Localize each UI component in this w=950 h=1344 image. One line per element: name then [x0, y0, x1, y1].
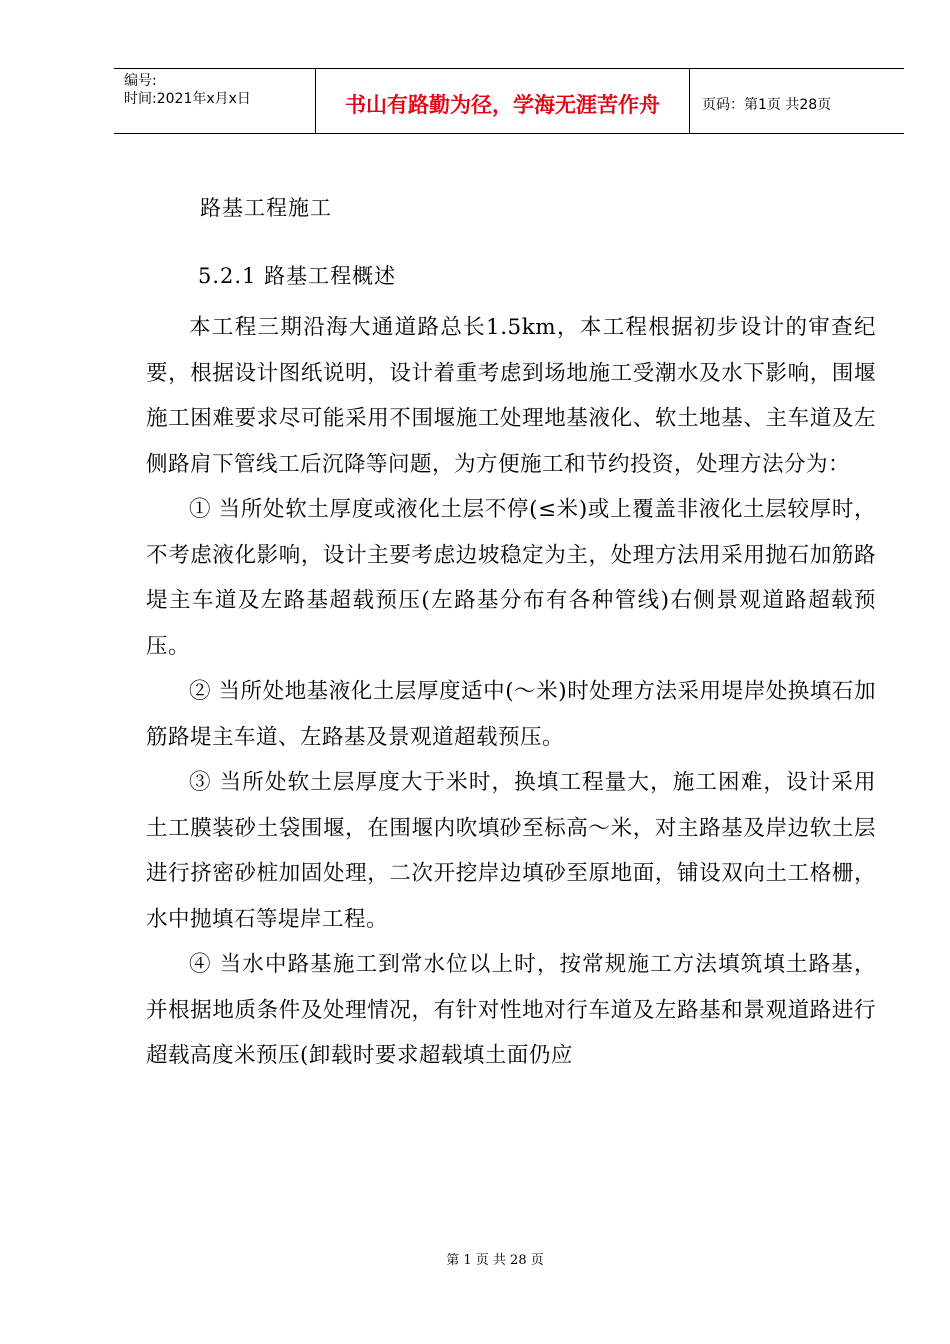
document-body: [146, 305, 876, 1079]
body-paragraph: ① 当所处软土厚度或液化土层不停(≤米)或上覆盖非液化土层较厚时，不考虑液化影响，设计主要考虑边坡稳定为主，处理方法用采用抛石加筋路堤主车道及左路基超载预压(左路基分布有各种管线)右侧景观道路超载预压。: [146, 497, 876, 659]
page-footer: 第 1 页 共 28 页: [446, 1253, 544, 1268]
page-header: [114, 68, 904, 134]
header-page-info: 页码：第1页 共28页: [702, 97, 832, 113]
body-paragraph: 本工程三期沿海大通道路总长1.5km，本工程根据初步设计的审查纪要，根据设计图纸说明，设计着重考虑到场地施工受潮水及水下影响，围堰施工困难要求尽可能采用不围堰施工处理地基液化、软土地基、主车道及左侧路肩下管线工后沉降等问题，为方便施工和节约投资，处理方法分为：: [146, 315, 876, 477]
document-time-label: 时间:2021年x月x日: [124, 91, 251, 107]
document-number-label: 编号:: [124, 73, 157, 89]
header-motto: 书山有路勤为径，学海无涯苦作舟: [316, 69, 690, 133]
document-title: 路基工程施工: [200, 196, 332, 220]
body-paragraph: ② 当所处地基液化土层厚度适中(～米)时处理方法采用堤岸处换填石加筋路堤主车道、左路基及景观道超载预压。: [146, 679, 876, 750]
header-meta-cell: [114, 69, 316, 133]
section-heading: 5.2.1 路基工程概述: [198, 264, 397, 288]
body-paragraph: ④ 当水中路基施工到常水位以上时，按常规施工方法填筑填土路基，并根据地质条件及处理情况，有针对性地对行车道及左路基和景观道路进行超载高度米预压(卸载时要求超载填土面仍应: [146, 952, 876, 1068]
body-paragraph: ③ 当所处软土层厚度大于米时，换填工程量大，施工困难，设计采用土工膜装砂土袋围堰，在围堰内吹填砂至标高～米，对主路基及岸边软土层进行挤密砂桩加固处理，二次开挖岸边填砂至原地面，铺设双向土工格栅，水中抛填石等堤岸工程。: [146, 770, 876, 932]
